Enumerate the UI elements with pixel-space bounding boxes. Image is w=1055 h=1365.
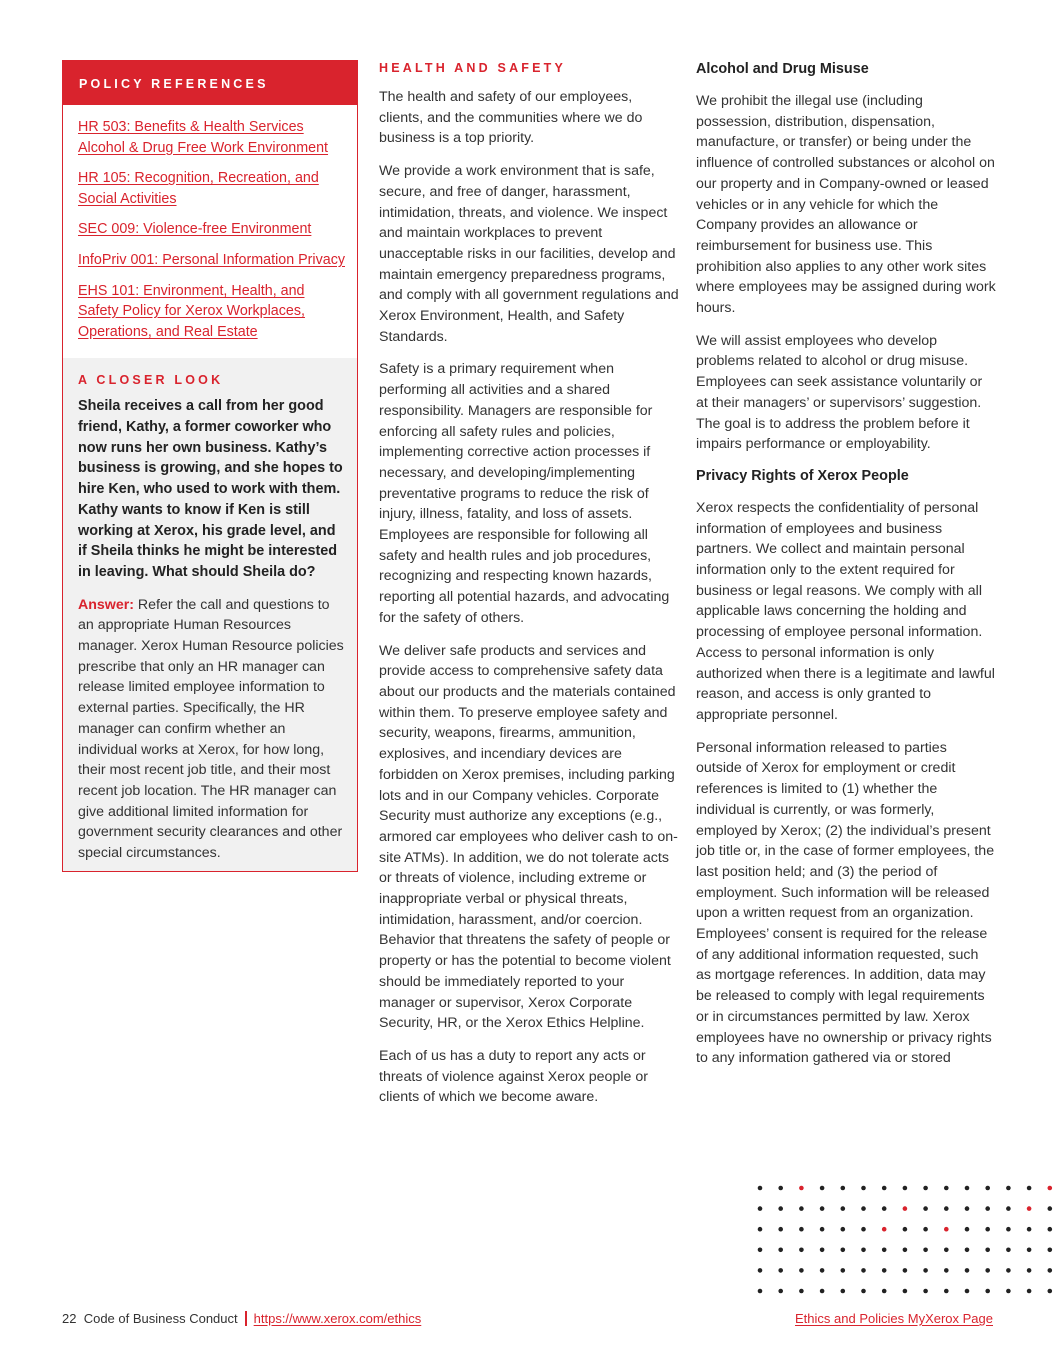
decorative-dot <box>882 1248 887 1253</box>
policy-link-hr105[interactable]: HR 105: Recognition, Recreation, and Social Activities <box>78 170 319 207</box>
footer-separator <box>245 1311 247 1326</box>
decorative-dot <box>820 1289 825 1294</box>
decorative-dot-grid <box>750 1178 1055 1303</box>
decorative-dot <box>882 1289 887 1294</box>
decorative-dot <box>861 1248 866 1253</box>
decorative-dot <box>965 1186 970 1191</box>
closer-look-answer <box>78 595 345 864</box>
decorative-dot <box>1048 1248 1053 1253</box>
decorative-dot <box>944 1206 949 1211</box>
decorative-dot <box>758 1186 763 1191</box>
decorative-dot <box>1027 1186 1032 1191</box>
decorative-dot <box>1027 1289 1032 1294</box>
decorative-dot <box>799 1289 804 1294</box>
decorative-dot <box>944 1186 949 1191</box>
decorative-dot <box>1006 1248 1011 1253</box>
decorative-dot <box>903 1206 908 1211</box>
answer-label: Answer: <box>78 596 134 613</box>
decorative-dot <box>923 1289 928 1294</box>
policy-link-ehs101[interactable]: EHS 101: Environment, Health, and Safety Policy for Xerox Workplaces, Operations, and Real Estate <box>78 282 305 340</box>
decorative-dot <box>1048 1289 1053 1294</box>
decorative-dot <box>903 1227 908 1232</box>
decorative-dot <box>923 1186 928 1191</box>
health-safety-paragraph: We provide a work environment that is safe, secure, and free of danger, harassment, intimidation, threats, and violence. We inspect and maintain workplaces to prevent unacceptable risks in our facilities, develop and maintain emergency preparedness programs, and comply with all government regulations and Xerox Environment, Health, and Safety Standards. <box>379 163 679 345</box>
alcohol-paragraph: We prohibit the illegal use (including possession, distribution, dispensation, manufacture, or transfer) or being under the influence of controlled substances or alcohol on our property and in Company-owned or leased vehicles or in any vehicle for which the Company provides an allowance or reimbursement for business use. This prohibition also applies to any other work sites where employees may be assigned during work hours. <box>696 93 996 317</box>
decorative-dot <box>799 1206 804 1211</box>
decorative-dot <box>1027 1227 1032 1232</box>
decorative-dot <box>778 1268 783 1273</box>
decorative-dot <box>820 1206 825 1211</box>
decorative-dot <box>758 1227 763 1232</box>
decorative-dot <box>965 1206 970 1211</box>
decorative-dot <box>799 1227 804 1232</box>
decorative-dot <box>1048 1186 1053 1191</box>
decorative-dot <box>965 1289 970 1294</box>
decorative-dot <box>861 1206 866 1211</box>
decorative-dot <box>985 1227 990 1232</box>
decorative-dot <box>841 1227 846 1232</box>
decorative-dot <box>758 1289 763 1294</box>
decorative-dot <box>1048 1268 1053 1273</box>
decorative-dot <box>861 1186 866 1191</box>
decorative-dot <box>1006 1289 1011 1294</box>
decorative-dot <box>1027 1248 1032 1253</box>
alcohol-paragraph: We will assist employees who develop problems related to alcohol or drug misuse. Employees can seek assistance voluntarily or at their managers’ or supervisors’ suggestion. The goal is to address the problem before it impairs performance or employability. <box>696 332 983 453</box>
decorative-dot <box>923 1227 928 1232</box>
decorative-dot <box>841 1206 846 1211</box>
decorative-dot <box>841 1268 846 1273</box>
alcohol-privacy-column <box>696 60 996 1081</box>
decorative-dot <box>820 1268 825 1273</box>
decorative-dot <box>944 1227 949 1232</box>
footer-left <box>62 1310 421 1328</box>
decorative-dot <box>799 1248 804 1253</box>
decorative-dot <box>903 1248 908 1253</box>
policy-link-infopriv001[interactable]: InfoPriv 001: Personal Information Privacy <box>78 251 345 268</box>
decorative-dot <box>923 1248 928 1253</box>
decorative-dot <box>841 1289 846 1294</box>
decorative-dot <box>758 1206 763 1211</box>
decorative-dot <box>841 1248 846 1253</box>
privacy-paragraph: Xerox respects the confidentiality of personal information of employees and business partners. We collect and maintain personal information only to the extent required for business or legal reasons. We comply with all applicable laws concerning the holding and processing of employee personal information. Access to personal information is only authorized when there is a legitimate and lawful reason, and access is only granted to appropriate personnel. <box>696 499 995 723</box>
page-number: 22 <box>62 1311 77 1326</box>
decorative-dot <box>923 1206 928 1211</box>
decorative-dot <box>758 1248 763 1253</box>
answer-text: Refer the call and questions to an appropriate Human Resources manager. Xerox Human Resource policies prescribe that only an HR manager can release limited employee information to external parties. Specifically, the HR manager can confirm whether an individual works at Xerox, for how long, their most recent job title, and their most recent job location. The HR manager can give additional limited information for government security clearances and other special circumstances. <box>78 596 344 862</box>
closer-look-scenario: Sheila receives a call from her good friend, Kathy, a former coworker who now runs her own business. Kathy’s business is growing, and she hopes to hire Ken, who used to work with them. Kathy wants to know if Ken is still working at Xerox, his grade level, and if Sheila thinks he might be interested in leaving. What should Sheila do? <box>78 398 343 580</box>
decorative-dot <box>882 1186 887 1191</box>
decorative-dot <box>861 1289 866 1294</box>
health-safety-paragraph: The health and safety of our employees, clients, and the communities where we do business is a top priority. <box>379 89 643 147</box>
decorative-dot <box>985 1206 990 1211</box>
alcohol-drug-heading: Alcohol and Drug Misuse <box>696 61 869 77</box>
decorative-dot <box>903 1268 908 1273</box>
decorative-dot <box>820 1227 825 1232</box>
policy-link-hr503[interactable]: HR 503: Benefits & Health Services Alcohol & Drug Free Work Environment <box>78 119 329 156</box>
health-safety-heading: HEALTH AND SAFETY <box>379 61 567 75</box>
decorative-dot <box>799 1186 804 1191</box>
closer-look-panel <box>63 358 357 870</box>
decorative-dot <box>903 1186 908 1191</box>
decorative-dot <box>861 1268 866 1273</box>
decorative-dot <box>903 1289 908 1294</box>
health-safety-paragraph: Safety is a primary requirement when performing all activities and a shared responsibility. Managers are responsible for enforcing all safety rules and policies, implementing corrective action processes if necessary, and developing/implementing preventative programs to reduce the risk of injury, illness, fatality, and loss of assets. Employees are responsible for following all safety and health rules and job procedures, recognizing and respecting known hazards, reporting all potential hazards, and advocating for the safety of others. <box>379 361 670 626</box>
decorative-dot <box>944 1248 949 1253</box>
decorative-dot <box>1048 1227 1053 1232</box>
health-safety-column <box>379 60 679 1120</box>
decorative-dot <box>923 1268 928 1273</box>
decorative-dot <box>965 1268 970 1273</box>
decorative-dot <box>1027 1206 1032 1211</box>
decorative-dot <box>861 1227 866 1232</box>
document-title: Code of Business Conduct <box>83 1311 238 1326</box>
decorative-dot <box>778 1289 783 1294</box>
decorative-dot <box>778 1206 783 1211</box>
decorative-dot <box>985 1289 990 1294</box>
decorative-dot <box>1006 1206 1011 1211</box>
decorative-dot <box>965 1227 970 1232</box>
decorative-dot <box>820 1248 825 1253</box>
decorative-dot <box>985 1268 990 1273</box>
decorative-dot <box>985 1248 990 1253</box>
decorative-dot <box>985 1186 990 1191</box>
footer-right <box>795 1310 993 1328</box>
privacy-rights-heading: Privacy Rights of Xerox People <box>696 467 909 484</box>
privacy-paragraph: Personal information released to parties outside of Xerox for employment or credit references is limited to (1) whether the individual is currently, or was formerly, employed by Xerox; (2) the individual’s present job title or, in the case of former employees, the last position held; and (3) the period of employment. Such information will be released upon a written request from an organization. Employees’ consent is required for the release of any additional information requested, such as mortgage references. In addition, data may be released to comply with legal requirements or in circumstances permitted by law. Xerox employees have no ownership or privacy rights to any information gathered via or stored <box>696 739 995 1067</box>
decorative-dot <box>944 1268 949 1273</box>
policy-references-heading: POLICY REFERENCES <box>63 61 357 105</box>
policy-links-list <box>63 105 357 358</box>
health-safety-paragraph: Each of us has a duty to report any acts or threats of violence against Xerox people or clients of which we become aware. <box>379 1047 648 1106</box>
decorative-dot <box>1006 1186 1011 1191</box>
decorative-dot <box>1006 1268 1011 1273</box>
decorative-dot <box>841 1186 846 1191</box>
decorative-dot <box>882 1206 887 1211</box>
health-safety-paragraph: We deliver safe products and services and provide access to comprehensive safety data about our products and the materials contained within them. To preserve employee safety and security, weapons, firearms, ammunition, explosives, and incendiary devices are forbidden on Xerox premises, including parking lots and in our Company vehicles. Corporate Security must authorize any exceptions (e.g., armored car employees who deliver cash to on-site ATMs). In addition, we do not tolerate acts or threats of violence, including extreme or inappropriate verbal or physical threats, intimidation, harassment, and/or coercion. Behavior that threatens the safety of people or property or has the potential to become violent should be immediately reported to your manager or supervisor, Xerox Corporate Security, HR, or the Xerox Ethics Helpline. <box>379 642 678 1032</box>
sidebar-column <box>62 60 358 872</box>
closer-look-heading: A CLOSER LOOK <box>78 373 224 388</box>
decorative-dot <box>1006 1227 1011 1232</box>
decorative-dot <box>944 1289 949 1294</box>
decorative-dot <box>758 1268 763 1273</box>
decorative-dot <box>820 1186 825 1191</box>
decorative-dot <box>965 1248 970 1253</box>
sidebar-box <box>62 60 358 872</box>
decorative-dot <box>882 1227 887 1232</box>
policy-link-sec009[interactable]: SEC 009: Violence-free Environment <box>78 221 312 238</box>
decorative-dot <box>778 1186 783 1191</box>
decorative-dot <box>799 1268 804 1273</box>
decorative-dot <box>1048 1206 1053 1211</box>
ethics-url-link[interactable]: https://www.xerox.com/ethics <box>253 1311 422 1326</box>
decorative-dot <box>778 1227 783 1232</box>
decorative-dot <box>778 1248 783 1253</box>
myxerox-ethics-link[interactable]: Ethics and Policies MyXerox Page <box>795 1311 993 1326</box>
decorative-dot <box>882 1268 887 1273</box>
decorative-dot <box>1027 1268 1032 1273</box>
